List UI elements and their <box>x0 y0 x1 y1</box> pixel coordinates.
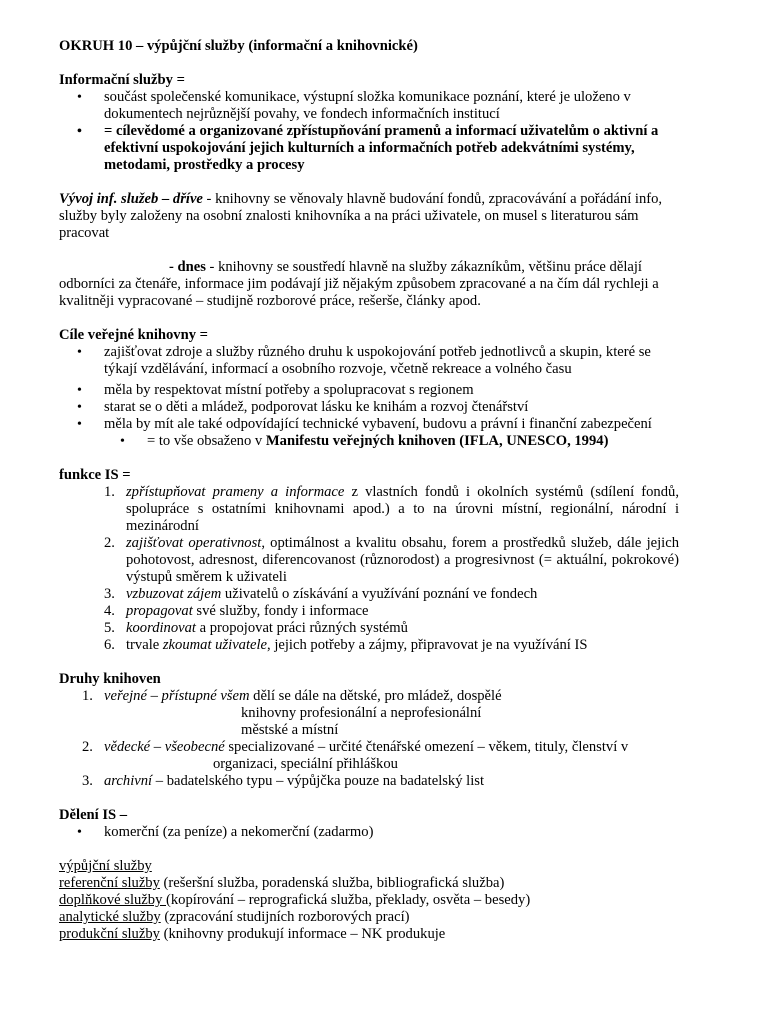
item-emphasis: zpřístupňovat prameny a informace <box>126 484 345 500</box>
list-item <box>104 535 679 586</box>
list-item <box>82 688 679 705</box>
vyvoj-paragraph <box>59 191 679 242</box>
document-title: OKRUH 10 – výpůjční služby (informační a knihovnické) <box>59 38 418 54</box>
list-item <box>104 484 679 535</box>
list-item <box>104 637 679 654</box>
list-item: • = cílevědomé a organizované zpřístupňování pramenů a informací uživatelům o aktivní a efektivní uspokojování jejich kulturních a informačních potřeb adekvátními systémy, metodami, prostředky a procesy <box>104 123 679 174</box>
list-item: • měla by mít ale také odpovídající technické vybavení, budovu a právní i finanční zabezpečení <box>104 416 679 433</box>
item-text: dělí se dále na dětské, pro mládež, dospělé <box>249 688 502 704</box>
list-item: • komerční (za peníze) a nekomerční (zadarmo) <box>104 824 679 841</box>
info-list <box>59 89 679 174</box>
vyvoj-label: Vývoj inf. služeb – dříve <box>59 191 203 207</box>
item-number: 2. <box>104 535 115 551</box>
list-item: • starat se o děti a mládež, podporovat lásku ke knihám a rozvoj čtenářství <box>104 399 679 416</box>
druhy-list-3 <box>59 773 679 790</box>
item-text: z vlastních fondů i okolních systémů (sdílení fondů, spolupráce s ostatními knihovnami apod.) a to na úrovni místní, regionální, národní i mezinárodní <box>126 484 679 534</box>
item-number: 3. <box>82 773 93 789</box>
sluzba-line <box>59 858 679 875</box>
funkce-list <box>59 484 679 654</box>
item-text: své služby, fondy i informace <box>192 603 369 619</box>
druhy-cont-3: organizaci, speciální přihláškou <box>213 756 398 772</box>
vyvoj-text: - knihovny se věnovaly hlavně budování fondů, zpracovávání a pořádání info, služby byly založeny na osobní znalosti knihovníka a na práci uživatele, on musel s literaturou sám pracovat <box>59 191 663 241</box>
druhy-cont-1: knihovny profesionální a neprofesionální <box>241 705 482 721</box>
item-emphasis: koordinovat <box>126 620 196 636</box>
info-heading: Informační služby = <box>59 72 185 88</box>
dnes-label: - dnes <box>169 259 206 275</box>
item-text: uživatelů o získávání a využívání poznání ve fondech <box>221 586 538 602</box>
item-text: specializované – určité čtenářské omezení – věkem, tituly, členství v <box>224 739 629 755</box>
list-item: • měla by respektovat místní potřeby a spolupracovat s regionem <box>104 382 679 399</box>
list-item: • zajišťovat zdroje a služby různého druhu k uspokojování potřeb jednotlivců a skupin, které se týkají vzdělávání, informací a osobního rozvoje, včetně rekreace a volného času <box>104 344 679 378</box>
sluzba-desc: (knihovny produkují informace – NK produkuje <box>159 926 446 942</box>
druhy-list-2 <box>59 739 679 756</box>
item-emphasis: zajišťovat operativnost <box>126 535 262 551</box>
dnes-text: - knihovny se soustředí hlavně na služby zákazníkům, většinu práce dělají <box>205 259 642 275</box>
sluzba-desc: (zpracování studijních rozborových prací) <box>160 909 410 925</box>
item-number: 3. <box>104 586 115 602</box>
list-item <box>82 773 679 790</box>
deleni-heading: Dělení IS – <box>59 807 128 823</box>
druhy-cont-2: městské a místní <box>241 722 339 738</box>
item-text: , jejich potřeby a zájmy, připravovat je na využívání IS <box>267 637 588 653</box>
document-page <box>59 38 679 943</box>
druhy-list <box>59 688 679 705</box>
item-text: a propojovat práci různých systémů <box>195 620 408 636</box>
sluzba-line <box>59 926 679 943</box>
item-emphasis: vědecké – všeobecné <box>104 739 225 755</box>
item-emphasis: zkoumat uživatele <box>162 637 268 653</box>
sluzba-name: výpůjční služby <box>59 858 152 874</box>
sluzba-name: doplňkové služby <box>59 892 167 908</box>
sluzba-desc: (rešeršní služba, poradenská služba, bibliografická služba) <box>159 875 505 891</box>
item-text: , optimálnost a kvalitu obsahu, forem a prostředků služeb, dále jejich pohotovost, adresnost, diferencovanost (různorodost) a progresivnost (= aktuální, pokrokové) výstupů směrem k uživateli <box>126 535 679 585</box>
sluzba-line <box>59 875 679 892</box>
list-item <box>104 620 679 637</box>
dnes-first-line <box>59 259 679 276</box>
list-item <box>147 433 679 450</box>
item-emphasis: vzbuzovat zájem <box>126 586 222 602</box>
list-item <box>82 739 679 756</box>
cile-heading: Cíle veřejné knihovny = <box>59 327 208 343</box>
item-number: 1. <box>104 484 115 500</box>
item-number: 1. <box>82 688 93 704</box>
sluzba-name: produkční služby <box>59 926 160 942</box>
sluzba-desc: (kopírování – reprografická služba, překlady, osvěta – besedy) <box>166 892 531 908</box>
sluzba-name: referenční služby <box>59 875 160 891</box>
manifest-title: Manifestu veřejných knihoven (IFLA, UNESCO, 1994) <box>265 433 609 449</box>
druhy-heading: Druhy knihoven <box>59 671 161 687</box>
item-text: – badatelského typu – výpůjčka pouze na badatelský list <box>152 773 485 789</box>
sluzba-line <box>59 892 679 909</box>
list-item <box>104 586 679 603</box>
cile-sublist <box>59 433 679 450</box>
item-number: 4. <box>104 603 115 619</box>
list-item: • součást společenské komunikace, výstupní složka komunikace poznání, které je uloženo v dokumentech nejrůznější povahy, ve fondech informačních institucí <box>104 89 679 123</box>
deleni-list <box>59 824 679 841</box>
cile-list <box>59 344 679 433</box>
dnes-rest: odborníci za čtenáře, informace jim podávají již nějakým způsobem zpracované a na čím dál rychleji a kvalitněji vypracované – studijně rozborové práce, rešerše, články apod. <box>59 276 659 309</box>
item-prefix: trvale <box>126 637 163 653</box>
item-emphasis: veřejné – přístupné všem <box>104 688 250 704</box>
sluzba-line <box>59 909 679 926</box>
funkce-heading: funkce IS = <box>59 467 131 483</box>
manifest-prefix: = to vše obsaženo v <box>147 433 266 449</box>
item-number: 5. <box>104 620 115 636</box>
item-number: 2. <box>82 739 93 755</box>
item-number: 6. <box>104 637 115 653</box>
sluzba-name: analytické služby <box>59 909 161 925</box>
item-emphasis: archivní <box>104 773 153 789</box>
item-emphasis: propagovat <box>126 603 193 619</box>
list-item <box>104 603 679 620</box>
